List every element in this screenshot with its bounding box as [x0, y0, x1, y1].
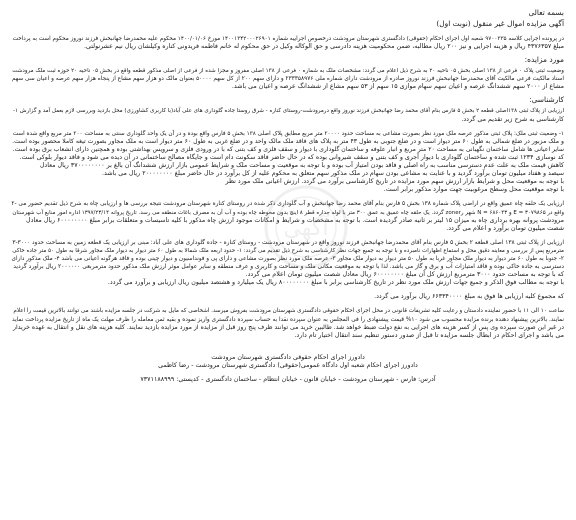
intro-line: مبلغ ۴۳۷۶۳۵۷ ریال و هزینه اجرایی و نیز ۲۰۰ ریال مطالبه، ضمن محکومیت هزینه دادرسی و حق الوکاله وکیل در حق محکوم له خانم فاطمه فریدونی کناره وکیلشان ریال نیم عشرنولتی. [84, 43, 564, 51]
expert-line: ارزیابی از پلاک ثبتی ۱۳۸ اصلی قطعه ۲ بخش ۵ فارس بنام آقای محمدرضا جهانبخش فرزند نوروز واقع در شهرستان مرودشت - روستای کناره - جاده گلوداری های علی آباد: مبنی بر ارزیابی یک قطعه زمین به مساحت حدود ۳۰۰۰-۳ [12, 239, 564, 246]
expert-line: ۲- جنوبا به طول ۶۰ متر دیوار به دیوار ملک مجاور غربا به طول ۵۰ متر دیوار به دیوار ملک مجاور ۳- عرصه ملک مورد نظر بصورت مشاعی و دارای پی و فونداسیون و دیوار چینی بوده و فاقد هرگونه اعیانی می باشد ۴- ملک مذکور دارای [11, 255, 564, 262]
watermark-text: آگهی [283, 216, 329, 241]
property-line: اسناد مالکیت فرعی مالکیت آقای محمدرضا جهانبخش فرزند نوروز صادره از مرودشت دارای شماره ملی ۲۳۳۳۵۸۹۷۶ و دارای سهم ۲۰۰ از کل سهم ۵۰۰۰۰ بعنوان مالک دو هزار سهم مشاع از پنجاه هزار سهم عرصه و اعیان سی سهم [11, 76, 564, 83]
expert-section-title: کارشناسی: [529, 95, 564, 105]
expert-line: با توجه موقعیت محل وسطح مرغوبیت جهت موارد مذکور برابر است. [383, 186, 564, 194]
address-line: آدرس: فارس - شهرستان مرودشت - خیابان قانون - خیابان انتظام - ساختمان دادگستری - کدپستی: ۷۳۷۱۱۸۸۹۹۹ [140, 376, 436, 383]
header-subtitle: آگهی مزایده اموال غیر منقول (نوبت اول) [436, 19, 564, 28]
expert-line: با توجه به موقعیت محل و شرایط بازار ارزش سهم مورد مزایده در تاریخ کارشناسی برآورد می گردد. ارزش اعیانی ملک مورد نظر [225, 178, 564, 186]
expert-line: کاهش قیمت ملک به علت عدم دسترسی مناسب به راه اصلی و فاقد بودن امتیاز آب بوده و با توجه به موقعیت و مساحت ملک و شرایط عمومی بازار ارزش ششدانگ آن بالغ بر ۳۷۰۰۰۰۰۰۰۰ ریال معادل [39, 162, 564, 170]
expert-line: ۱- وضعیت ثبتی ملک: پلاک ثبتی مذکور عرصه ملک مورد نظر بصورت مشاعی به مساحت حدود ۲۰۰۰۰ متر مربع مطابق پلاک اصلی ۱۳۸ بخش ۵ فارس واقع بوده و در آن یک واحد گلوداری سنتی به مساحت ۲۰۰ متر مربع واقع شده است [12, 130, 564, 137]
property-line: مشاع از ۲۰۰۰ سهم ششدانگ عرصه و اعیان سهم سهام موازی ۱۵ سهم از ۵۳ سهم مشاع از ششدانگ عرصه و اعیان می باشد. [231, 83, 564, 91]
expert-paragraph [12, 107, 564, 123]
expert-paragraph [12, 200, 564, 232]
expert-line: با توجه به مطالب فوق الذکر و جمیع جهات ارزش ملک مورد نظر در تاریخ کارشناسی برابر با مبلغ ۸۰۰۰۰۰۰۰۰ ریال یک میلیارد و هشتصد میلیون ریال ارزیابی و برآورد می گردد. [107, 279, 564, 287]
signature-line: دادورز اجرای احکام حقوقی دادگستری شهرستان مرودشت [211, 353, 365, 361]
signature-line: دادورز اجرای احکام شعبه اول دادگاه عمومی(حقوقی) دادگستری شهرستان مرودشت - رضا کاظمی [158, 361, 418, 369]
auction-paragraph [12, 307, 564, 339]
expert-line: کد نوسازی ۱۲۳۴ ثبت شده و ساختمان گلوداری با دیوار آجری و کف بتنی و سقف شیروانی بوده که در حال حاضر فاقد سکونت دام است و جایگاه مصالح ساختمانی در آن دیده می شود و فاقد دیوار بلوکی است. [19, 153, 564, 161]
property-description [12, 67, 564, 91]
expert-line: و ملک مزبور در ضلع شمالی به طول ۶۰ متر دیوار است و در ضلع جنوبی به طول ۴۳ متر به پلاک های فاقد ملک مالک واحد و در ضلع غربی به طول ۶۰ متر دیوار است به ملک مجاور بصورت تیغه کاملا محصور بوده است. [12, 137, 564, 145]
auction-line: نمایند. بالاترین پیشنهاد دهنده برنده مزایده محسوب می شود ۱۰% قیمت پیشنهادی را فی المجلس به عنوان سپرده نقدا به حساب سپرده دادگستری واریز نموده و بقیه ثمن معامله را ظرف مهلت یک ماه از تاریخ مزایده پرداخت نماید [12, 316, 564, 323]
expert-line: دسترسی به جاده خاکی بوده و فاقد امتیازات آب و برق و گاز می باشد. لذا با توجه به موقعیت مکانی ملک و مساحت و کاربری و عرف منطقه و سایر عوامل موثر ارزش ملک مذکور حدود مترمربعی ۲۰۰۰۰۰۰ ریال برآورد گردید [13, 263, 564, 271]
expert-paragraph [12, 239, 564, 288]
expert-paragraph [12, 130, 564, 195]
total-line: که مجموع کلیه ارزیابی ها فوق به مبلغ ۶۶۳۳۴۰۰۰۰ ریال برآورد می گردد. [374, 293, 564, 301]
expert-line: سایر اعیانی ها شامل ساختمان نگهبانی به مساحت ۲۰ متر مربع و انبار علوفه و ساختمان گلوداری با دیوار و سقف فلزی و کف بتنی که با در ورودی فلزی و سرویس بهداشتی بوده و همچنین دارای انشعاب برق بوده است. [12, 145, 564, 153]
intro-paragraph [12, 35, 564, 51]
expert-line: کارشناسی به شرح زیر تقدیم می گردد. [461, 115, 564, 123]
expert-line: سیصد و هفتاد میلیون تومان برآورد گردید و با عنایت به مشاعی بودن سهام در ملک مذکور سهم متعلق به محکوم علیه از کل برآورد در حال حاضر مبلغ ۲۰۰۰۰۰۰۰۰ ریال می باشد. [102, 170, 564, 178]
expert-line: ارزیابی یک حلقه چاه عمیق واقع در اراضی پلاک شماره ۱۳۸ بخش ۵ فارس بنام آقای محمد رضا جهانبخش و آب گلوداری ذکر شده در روستای کناره شهرستان مرودشت نتیجه بررسی ها و ارزیابی چاه به شرح ذیل تقدیم حضور می -۲ [11, 201, 564, 208]
property-line: وضعیت ثبتی پلاک ۰ فرعی از ۱۳۸ اصلی بخش ۰۵ ناحیه ۲۰ به شرح ذیل اعلام می گردد: مشخصات ملک به شماره ۰ فرعی از ۱۳۸ اصلی مفروز و مجزا شده از فرعی از اصلی مذکور قطعه واقع در بخش ۰۵ ناحیه ۲۰ حوزه ثبت ملک مرودشت [12, 68, 564, 75]
expert-line: ارزیابی از پلاک ثبتی ۱۳۸اصلی قطعه ۲ بخش ۵ فارس بنام آقای محمد رضا جهانبخش فرزند نوروز واقع درمرودشت-روستای کناره - شرق روستا جاده گلوداری های علی آباد(با کاربری کشاورزی) محل بازدید وبررسی لازم بعمل آمد و گزارش ۱- [13, 108, 564, 115]
expert-line: مرودشت پروانه بهره برداری چاه به میزان ۱۵ لیتر بر ثانیه صادر گردیده است. با توجه به مشخصات و شرایط و امکانات موجود ارزش چاه مذکور با کلیه تاسیسات و متعلقات برابر مبلغ ۶۰۰۰۰۰۰۰۰ ریال معادل [26, 216, 564, 224]
auction-line: ساعت ۱۰ الی ۱۱ با حضور نماینده دادستان و رعایت کلیه تشریفات قانونی در محل اجرای احکام حقوقی دادگستری شهرستان مرودشت بفروش میرسد. اشخاصی که مایل به شرکت در جلسه مزایده باشند می توانند بالاترین قیمت را اعلام [13, 308, 564, 315]
expert-line: مترمربع پس از بررسی و معاینه دقیق محل و استماع اظهارات نامبرده و با توجه به جمیع جهات نظر کارشناسی به شرح ذیل تقدیم می گردد: ۱- حدود اربعه ملک شمالا به طول ۶۰ متر دیوار به دیوار ملک مجاور شرقا به طول ۵۰ متر جاده خاکی [12, 247, 564, 254]
expert-paragraphs [12, 107, 564, 287]
header-title: بسمه تعالی [528, 8, 564, 17]
auction-line: در غیر این صورت سپرده وی پس از کسر هزینه های اجرایی به نفع دولت ضبط خواهد شد. طالبین خرید می توانند ظرف پنج روز قبل از مزایده از مورد مزایده بازدید نمایند. کلیه هزینه های نقل و انتقال به عهده خریدار [13, 323, 564, 331]
expert-line: واقع در ۳۰۷۹۸۶۵ = E و ۶۸۶۰۴۳ = N شهر رzoner گردد. یک حلقه چاه عمیق به عمق ۳۰۰ متر با لوله جداره قطر ۸ اینچ بدون محوطه چاه بوده و آب آن به مصرف باغات منطقه می رسد. تاریخ پروانه ۱۳۹۷/۲۳/۱۴ اداره امور منابع آب شهرستان [12, 209, 564, 216]
signature-block [12, 354, 564, 370]
expert-line: که با توجه به مساحت حدود ۳۰۰۰ مترمربع ارزش کل آن مبلغ ۶۰۰۰۰۰۰۰۰ ریال معادل شصت میلیون تومان اعلام می گردد. [245, 271, 564, 279]
intro-line: در پرونده اجرایی کلاسه ۹۷۰۰۳۳۵ شعبه اول اجرای احکام (حقوقی) دادگستری شهرستان مرودشت درخصوص اجراییه شماره ۱۴۰۰۱۳۴۲۰۰۰۲۶۹۰۱ مورخ ۱۴۰۰/۰۱/۰۶ محکوم علیه محمدرضا جهانبخش فرزند نوروز محکوم است به پرداخت [12, 36, 564, 42]
auction-line: می باشد و اجرای احکام در ابطال جلسه مزایده تا قبل از صدور دستور تنظیم سند انتقال اختیار تام دارد. [294, 331, 564, 339]
property-section-title: مورد مزایده: [524, 55, 564, 65]
expert-line: شصت میلیون تومان برآورد و اعلام می گردد. [446, 224, 564, 232]
